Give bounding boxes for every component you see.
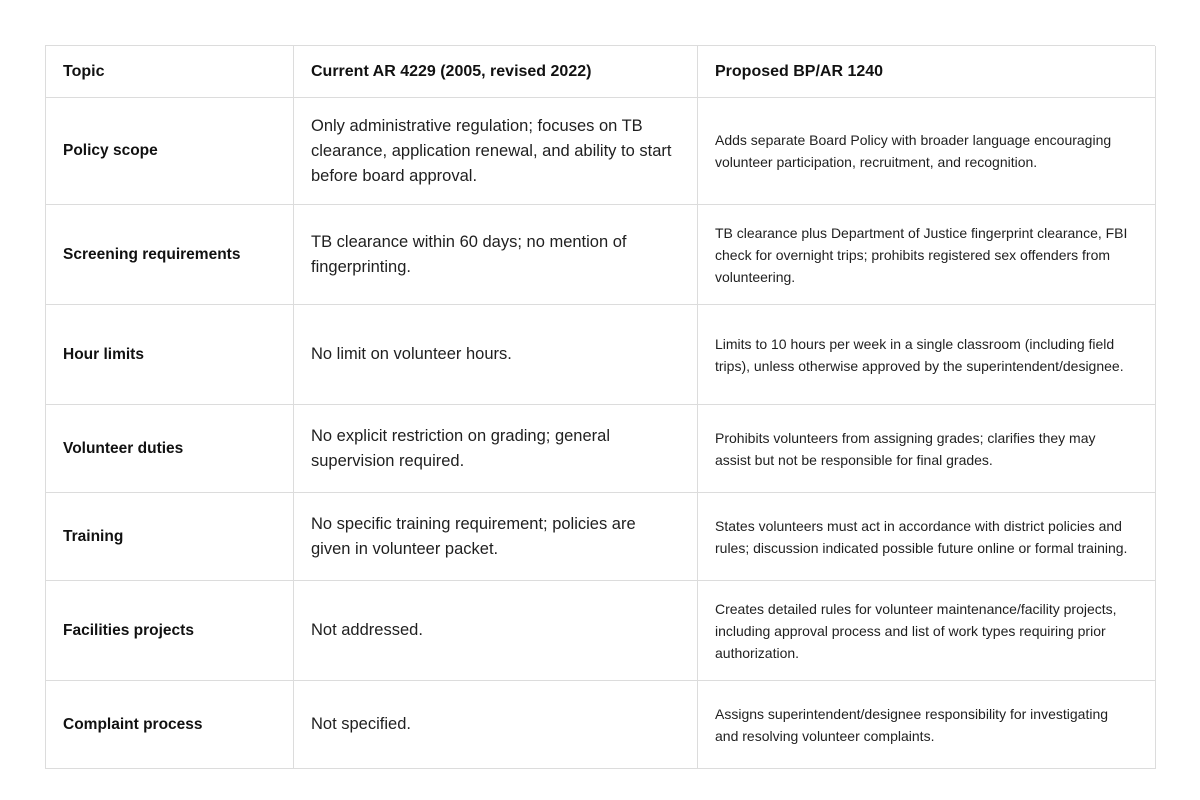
topic-text: Training — [63, 527, 124, 545]
current-text: Not specified. — [311, 715, 411, 734]
proposed-text: Limits to 10 hours per week in a single classroom (including field trips), unless otherwise approved by the superintendent/designee. — [715, 335, 1124, 374]
cell-topic — [46, 681, 294, 769]
header-proposed-label: Proposed BP/AR 1240 — [715, 62, 884, 80]
proposed-text: States volunteers must act in accordance with district policies and rules; discussion indicated possible future online or formal training. — [715, 517, 1128, 556]
cell-topic — [46, 305, 294, 405]
current-text: TB clearance within 60 days; no mention of fingerprinting. — [311, 233, 627, 276]
policy-comparison-table — [45, 45, 1155, 769]
proposed-text: TB clearance plus Department of Justice fingerprint clearance, FBI check for overnight trips; prohibits registered sex offenders from volunteering. — [715, 224, 1128, 285]
table-row-hour-limits — [46, 305, 1155, 405]
cell-proposed — [698, 98, 1156, 205]
cell-proposed — [698, 581, 1156, 681]
cell-current — [294, 681, 698, 769]
table-row-screening-requirements — [46, 205, 1155, 305]
table-row-complaint-process — [46, 681, 1155, 769]
cell-topic — [46, 581, 294, 681]
cell-current — [294, 305, 698, 405]
cell-proposed — [698, 305, 1156, 405]
cell-topic — [46, 493, 294, 581]
topic-text: Facilities projects — [63, 621, 194, 639]
topic-text: Complaint process — [63, 715, 203, 733]
cell-topic — [46, 98, 294, 205]
proposed-text: Assigns superintendent/designee responsibility for investigating and resolving volunteer complaints. — [715, 705, 1109, 744]
table-row-training — [46, 493, 1155, 581]
cell-topic — [46, 205, 294, 305]
table-header-row — [46, 46, 1155, 98]
topic-text: Screening requirements — [63, 245, 241, 263]
current-text: Only administrative regulation; focuses on TB clearance, application renewal, and ability to start before board approval. — [311, 117, 672, 185]
header-cell-topic — [46, 46, 294, 98]
topic-text: Volunteer duties — [63, 439, 184, 457]
cell-proposed — [698, 405, 1156, 493]
proposed-text: Adds separate Board Policy with broader language encouraging volunteer participation, recruitment, and recognition. — [715, 132, 1112, 171]
current-text: No specific training requirement; policies are given in volunteer packet. — [311, 515, 636, 558]
cell-proposed — [698, 205, 1156, 305]
topic-text: Policy scope — [63, 142, 158, 160]
header-cell-proposed — [698, 46, 1156, 98]
table-row-volunteer-duties — [46, 405, 1155, 493]
current-text: Not addressed. — [311, 621, 423, 640]
cell-current — [294, 405, 698, 493]
header-current-label: Current AR 4229 (2005, revised 2022) — [311, 62, 592, 80]
cell-current — [294, 581, 698, 681]
cell-proposed — [698, 493, 1156, 581]
cell-topic — [46, 405, 294, 493]
cell-current — [294, 98, 698, 205]
table-row-facilities-projects — [46, 581, 1155, 681]
topic-text: Hour limits — [63, 345, 144, 363]
current-text: No explicit restriction on grading; general supervision required. — [311, 427, 610, 470]
current-text: No limit on volunteer hours. — [311, 345, 512, 364]
table-row-policy-scope — [46, 98, 1155, 205]
cell-proposed — [698, 681, 1156, 769]
proposed-text: Creates detailed rules for volunteer maintenance/facility projects, including approval process and list of work types requiring prior authorization. — [715, 600, 1117, 661]
header-topic-label: Topic — [63, 62, 105, 80]
cell-current — [294, 493, 698, 581]
proposed-text: Prohibits volunteers from assigning grades; clarifies they may assist but not be responsible for final grades. — [715, 429, 1096, 468]
header-cell-current — [294, 46, 698, 98]
cell-current — [294, 205, 698, 305]
